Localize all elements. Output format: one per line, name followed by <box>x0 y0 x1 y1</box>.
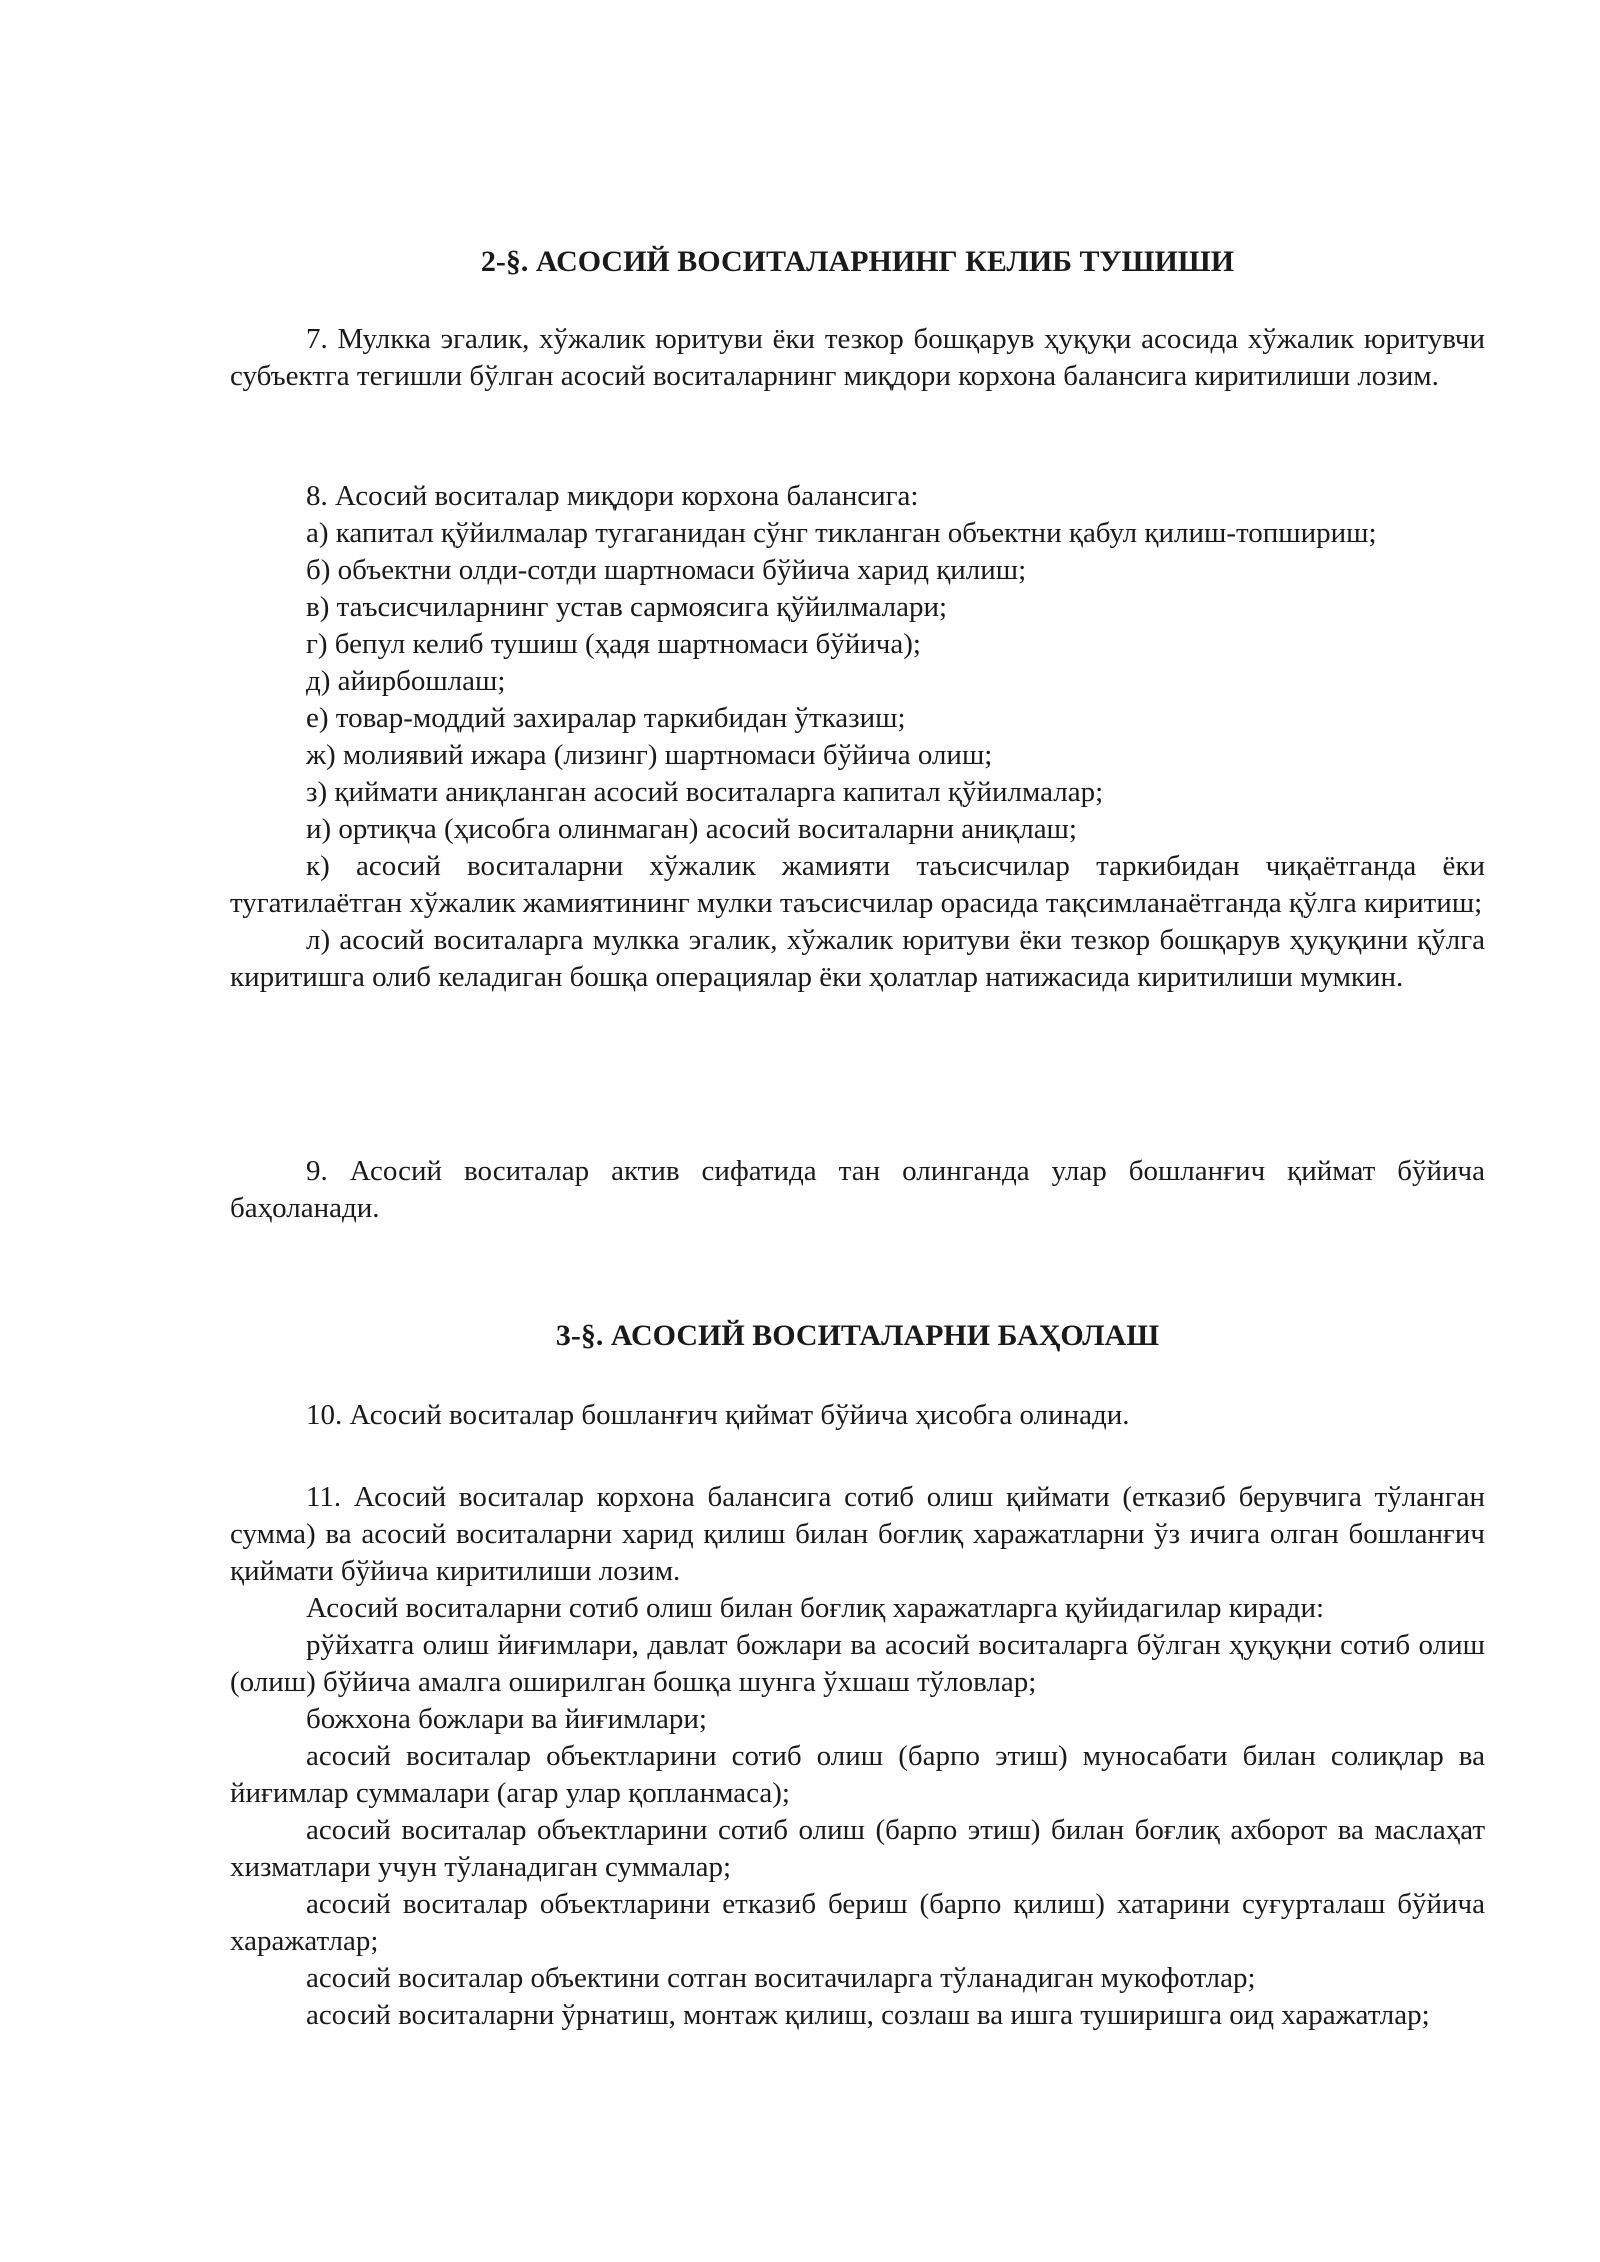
paragraph-8-item-e: е) товар-моддий захиралар таркибидан ўтказиш; <box>306 702 906 734</box>
paragraph-11-costs-intro: Асосий воситаларни сотиб олиш билан боғлиқ харажатларга қуйидагилар киради: <box>306 1592 1325 1624</box>
paragraph-9-block <box>230 1153 1485 1227</box>
paragraph-8-item-k: к) асосий воситаларни хўжалик жамияти таъсисчилар таркибидан чиқаётганда ёки тугатилаётган хўжалик жамиятининг мулки таъсисчилар орасида тақсимланаётганда қўлга киритиш; <box>230 850 1485 919</box>
paragraph-8-item-a: а) капитал қўйилмалар тугаганидан сўнг тикланган объектни қабул қилиш-топшириш; <box>306 517 1377 549</box>
paragraph-11-cost-taxes: асосий воситалар объектларини сотиб олиш (барпо этиш) муносабати билан солиқлар ва йиғимлар суммалари (агар улар қопланмаса); <box>230 1740 1485 1809</box>
section-2-heading: 2-§. АСОСИЙ ВОСИТАЛАРНИНГ КЕЛИБ ТУШИШИ <box>480 245 1235 278</box>
paragraph-11: 11. Асосий воситалар корхона балансига сотиб олиш қиймати (етказиб берувчига тўланган сумма) ва асосий воситаларни харид қилиш билан боғлиқ харажатларни ўз ичига олган бошланғич қиймати бўйича киритилиши лозим. <box>230 1481 1485 1587</box>
paragraph-8-item-z: з) қиймати аниқланган асосий воситаларга капитал қўйилмалар; <box>306 776 1104 808</box>
paragraph-8-item-i: и) ортиқча (ҳисобга олинмаган) асосий воситаларни аниқлаш; <box>306 813 1077 845</box>
paragraph-11-cost-insurance: асосий воситалар объектларини етказиб бериш (барпо қилиш) хатарини суғурталаш бўйича харажатлар; <box>230 1888 1485 1957</box>
paragraph-8-block <box>230 478 1485 996</box>
paragraph-8-item-g: г) бепул келиб тушиш (ҳадя шартномаси бўйича); <box>306 628 921 660</box>
paragraph-11-cost-installation: асосий воситаларни ўрнатиш, монтаж қилиш, созлаш ва ишга туширишга оид харажатлар; <box>306 1999 1430 2031</box>
paragraph-11-cost-intermediaries: асосий воситалар объектини сотган воситачиларга тўланадиган мукофотлар; <box>306 1962 1256 1994</box>
paragraph-7: 7. Мулкка эгалик, хўжалик юритуви ёки тезкор бошқарув ҳуқуқи асосида хўжалик юритувчи субъектга тегишли бўлган асосий воситаларнинг миқдори корхона балансига киритилиши лозим. <box>230 323 1485 392</box>
paragraph-11-block <box>230 1479 1485 2034</box>
paragraph-8-intro: 8. Асосий воситалар миқдори корхона балансига: <box>306 480 919 512</box>
paragraph-11-cost-consulting: асосий воситалар объектларини сотиб олиш (барпо этиш) билан боғлиқ ахборот ва маслаҳат хизматлари учун тўланадиган суммалар; <box>230 1814 1485 1883</box>
paragraph-8-item-b: б) объектни олди-сотди шартномаси бўйича харид қилиш; <box>306 554 1027 586</box>
paragraph-11-cost-customs: божхона божлари ва йиғимлари; <box>306 1703 707 1735</box>
paragraph-9: 9. Асосий воситалар актив сифатида тан олинганда улар бошланғич қиймат бўйича баҳоланади. <box>230 1155 1485 1224</box>
paragraph-10-block <box>230 1397 1485 1434</box>
section-3-heading: 3-§. АСОСИЙ ВОСИТАЛАРНИ БАҲОЛАШ <box>555 1319 1160 1352</box>
paragraph-8-item-zh: ж) молиявий ижара (лизинг) шартномаси бўйича олиш; <box>306 739 993 771</box>
paragraph-11-cost-registration: рўйхатга олиш йиғимлари, давлат божлари ва асосий воситаларга бўлган ҳуқуқни сотиб олиш (олиш) бўйича амалга оширилган бошқа шунга ўхшаш тўловлар; <box>230 1629 1485 1698</box>
paragraph-8-item-v: в) таъсисчиларнинг устав сармоясига қўйилмалари; <box>306 591 948 623</box>
paragraph-8-item-d: д) айирбошлаш; <box>306 665 506 697</box>
paragraph-8-item-l: л) асосий воситаларга мулкка эгалик, хўжалик юритуви ёки тезкор бошқарув ҳуқуқини қўлга киритишга олиб келадиган бошқа операциялар ёки ҳолатлар натижасида киритилиши мумкин. <box>230 924 1485 993</box>
paragraph-7-block <box>230 321 1485 395</box>
paragraph-10: 10. Асосий воситалар бошланғич қиймат бўйича ҳисобга олинади. <box>306 1399 1130 1431</box>
